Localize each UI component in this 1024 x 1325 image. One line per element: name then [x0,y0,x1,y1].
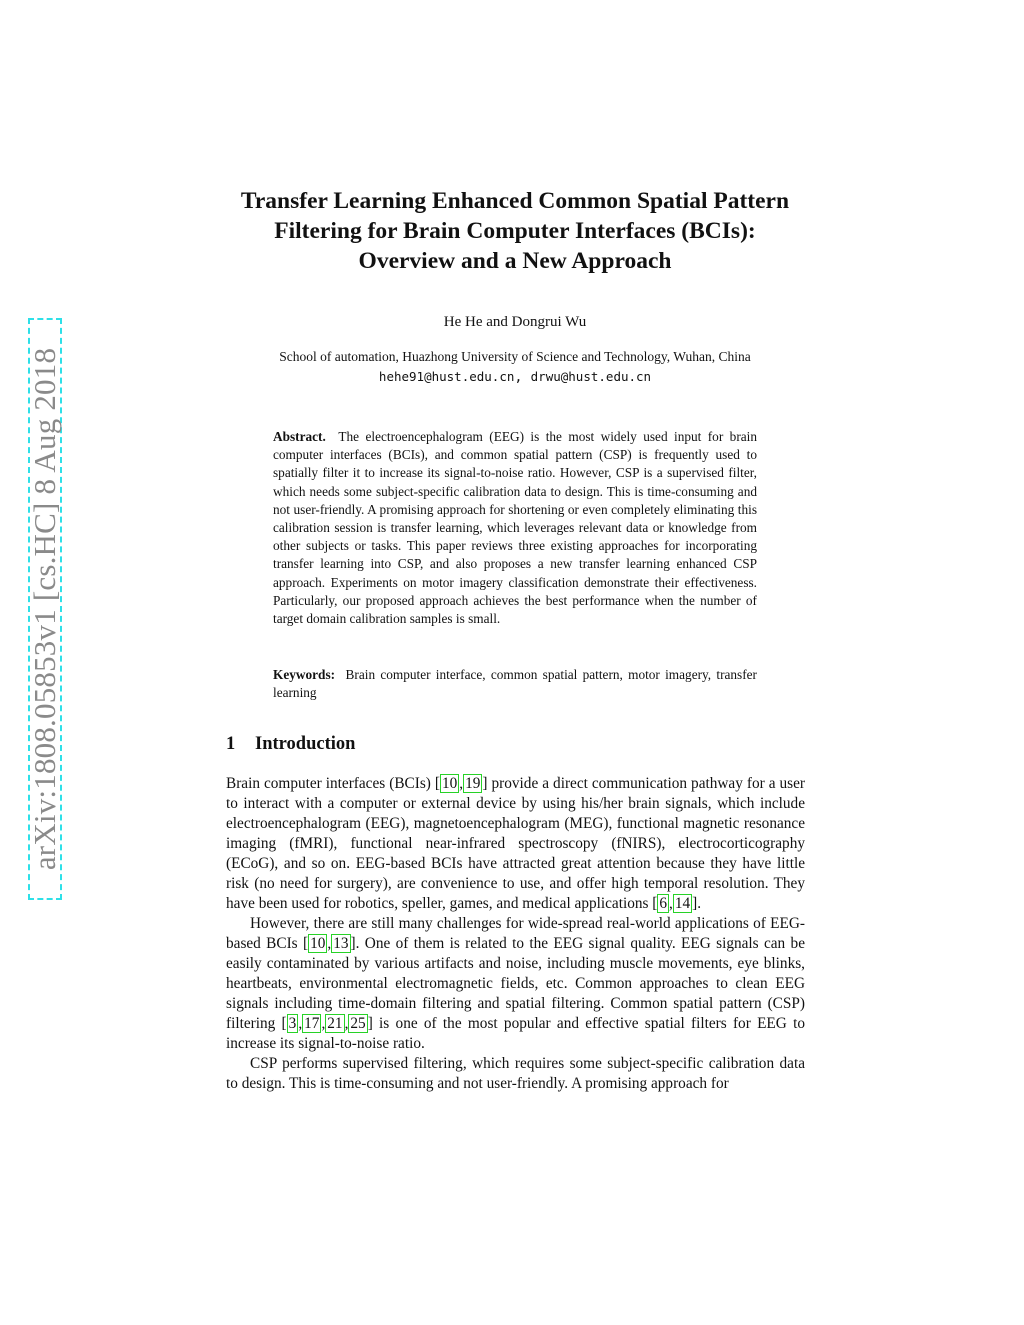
author-emails [200,369,830,385]
body-text [226,774,805,1094]
author-affiliation: School of automation, Huazhong University of Science and Technology, Wuhan, China [279,349,751,364]
citation-link[interactable]: 17 [304,1015,320,1032]
paragraph [226,914,805,1054]
citation-link[interactable]: 3 [288,1015,297,1032]
paper-title-line: Overview and a New Approach [358,248,672,274]
citation-separator: , [459,775,464,792]
section-number: 1 [226,734,236,754]
keywords-block [273,666,757,702]
citation-separator: , [344,1015,349,1032]
paper-title-line: Filtering for Brain Computer Interfaces (BCIs): [274,218,756,244]
citation-link[interactable]: 21 [327,1015,343,1032]
paragraph-text: ] is one of the most popular and effective spatial filters for EEG to increase its signal-to-noise ratio. [226,1015,805,1052]
paragraph: CSP performs supervised filtering, which requires some subject-specific calibration data to design. This is time-consuming and not user-friendly. A promising approach for [226,1055,805,1092]
citation-separator: , [321,1015,326,1032]
paragraph-text: Brain computer interfaces (BCIs) [ [226,775,440,792]
abstract-label: Abstract. [273,429,326,444]
citation-separator: , [298,1015,303,1032]
citation-link[interactable]: 19 [465,775,481,792]
email-link[interactable]: drwu@hust.edu.cn [530,369,652,384]
paper-title [180,186,850,276]
citation-link[interactable]: 13 [333,935,349,952]
paragraph-text: ] provide a direct communication pathway for a user to interact with a computer or external device by using his/her brain signals, which include electroencephalogram (EEG), magnetoencephalogram (MEG), functional magnetic resonance imaging (fMRI), functional near-infrared spectroscopy (fNIRS), electrocorticography (ECoG), and so on. EEG-based BCIs have attracted great attention because they have little risk (no need for surgery), are convenience to use, and offer high temporal resolution. They have been used for robotics, speller, games, and medical applications [ [226,775,806,912]
citation-link[interactable]: 14 [674,895,691,912]
email-link[interactable]: hehe91@hust.edu.cn [378,369,515,384]
arxiv-identifier-text: arXiv:1808.05853v1 [cs.HC] 8 Aug 2018 [27,347,62,871]
email-separator: , [514,369,531,385]
keywords-label: Keywords: [273,667,336,682]
paper-title-line: Transfer Learning Enhanced Common Spatial Pattern [240,188,790,214]
citation-link[interactable]: 10 [310,935,326,952]
section-heading [226,734,355,755]
paragraph [226,774,805,914]
paragraph-text: However, there are still many challenges for wide-spread real-world applications of EEG-based BCIs [ [226,915,805,952]
author-list: He He and Dongrui Wu [443,314,587,330]
citation-separator: , [327,935,332,952]
abstract-text: The electroencephalogram (EEG) is the most widely used input for brain computer interfaces (BCIs), and common spatial pattern (CSP) is frequently used to spatially filter it to increase its signal-to-noise ratio. However, CSP is a supervised filter, which needs some subject-specific calibration data to design. This is time-consuming and not user-friendly. A promising approach for shortening or even completely eliminating this calibration session is transfer learning, which leverages relevant data or knowledge from other subjects or tasks. This paper reviews three existing approaches for incorporating transfer learning into CSP, and also proposes a new transfer learning enhanced CSP approach. Experiments on motor imagery classification demonstrate their effectiveness. Particularly, our proposed approach achieves the best performance when the number of target domain calibration samples is small. [273,429,757,627]
paragraph-text: ]. [692,895,702,912]
citation-link[interactable]: 10 [441,775,458,792]
paragraph-text: ]. One of them is related to the EEG signal quality. EEG signals can be easily contaminated by various artifacts and noise, including muscle movements, eye blinks, heartbeats, environmental electromagnetic fields, etc. Common approaches to clean EEG signals including time-domain filtering and spatial filtering. Common spatial pattern (CSP) filtering [ [226,935,805,1032]
citation-separator: , [669,895,673,912]
abstract-block [273,428,757,628]
citation-link[interactable]: 6 [659,895,668,912]
citation-link[interactable]: 25 [350,1015,366,1032]
section-title: Introduction [255,734,356,754]
keywords-text: Brain computer interface, common spatial pattern, motor imagery, transfer learning [273,667,757,701]
arxiv-identifier-stamp [28,318,62,900]
